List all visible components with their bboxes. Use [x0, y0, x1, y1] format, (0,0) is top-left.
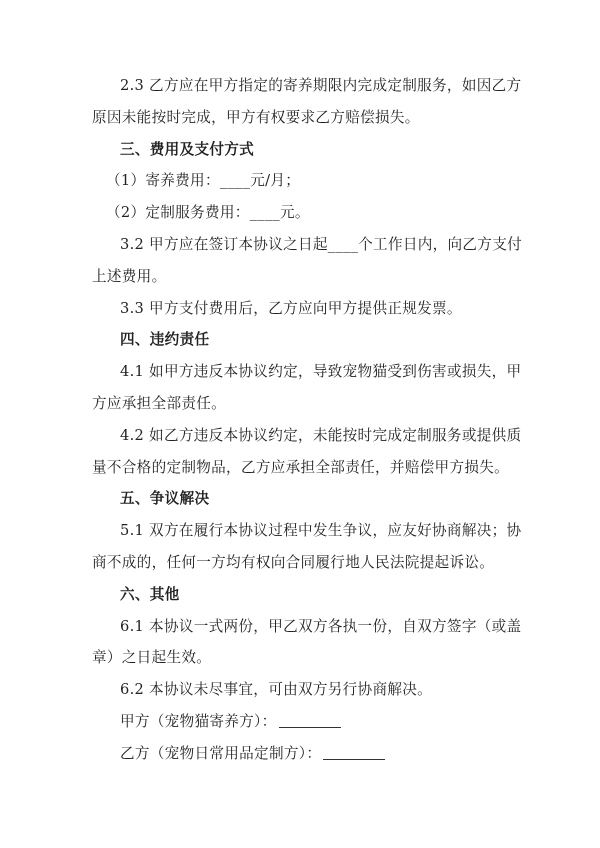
clause-4-2-line2: 量不合格的定制物品，乙方应承担全部责任，并赔偿甲方损失。 — [92, 458, 510, 476]
section-heading-disputes: 五、争议解决 — [120, 490, 210, 508]
section-heading-fees: 三、费用及支付方式 — [120, 140, 255, 158]
clause-2-3-line1: 2.3 乙方应在甲方指定的寄养期限内完成定制服务，如因乙方 — [120, 77, 522, 94]
fee-custom-service: （2）定制服务费用：____元。 — [106, 204, 310, 222]
signature-party-b-label: 乙方（宠物日常用品定制方）： — [120, 744, 322, 762]
clause-5-1-line2: 商不成的，任何一方均有权向合同履行地人民法院提起诉讼。 — [92, 553, 495, 571]
signature-party-a — [92, 706, 512, 738]
clause-3-3: 3.3 甲方支付费用后，乙方应向甲方提供正规发票。 — [120, 299, 462, 317]
clause-6-2: 6.2 本协议未尽事宜，可由双方另行协商解决。 — [120, 681, 433, 699]
section-heading-liability: 四、违约责任 — [120, 331, 210, 349]
section-heading-other: 六、其他 — [120, 585, 180, 603]
signature-party-b-blank[interactable] — [323, 745, 385, 760]
clause-4-2-line1: 4.2 如乙方违反本协议约定，未能按时完成定制服务或提供质 — [120, 426, 522, 444]
signature-party-b — [92, 738, 512, 770]
clause-5-1-line1: 5.1 双方在履行本协议过程中发生争议，应友好协商解决；协 — [120, 522, 522, 540]
signature-party-a-label: 甲方（宠物猫寄养方）： — [120, 712, 277, 730]
document-page — [92, 70, 522, 770]
clause-2-3-line2: 原因未能按时完成，甲方有权要求乙方赔偿损失。 — [92, 108, 420, 126]
clause-4-1-line1: 4.1 如甲方违反本协议约定，导致宠物猫受到伤害或损失，甲 — [120, 363, 522, 381]
clause-6-1-line2: 章）之日起生效。 — [92, 649, 212, 667]
clause-6-1-line1: 6.1 本协议一式两份，甲乙双方各执一份，自双方签字（或盖 — [120, 617, 522, 635]
clause-3-2-line2: 上述费用。 — [92, 267, 167, 285]
clause-3-2-line1: 3.2 甲方应在签订本协议之日起____个工作日内，向乙方支付 — [120, 235, 522, 253]
clause-4-1-line2: 方应承担全部责任。 — [92, 394, 227, 412]
fee-boarding: （1）寄养费用：____元/月； — [106, 172, 301, 190]
signature-party-a-blank[interactable] — [279, 713, 341, 728]
